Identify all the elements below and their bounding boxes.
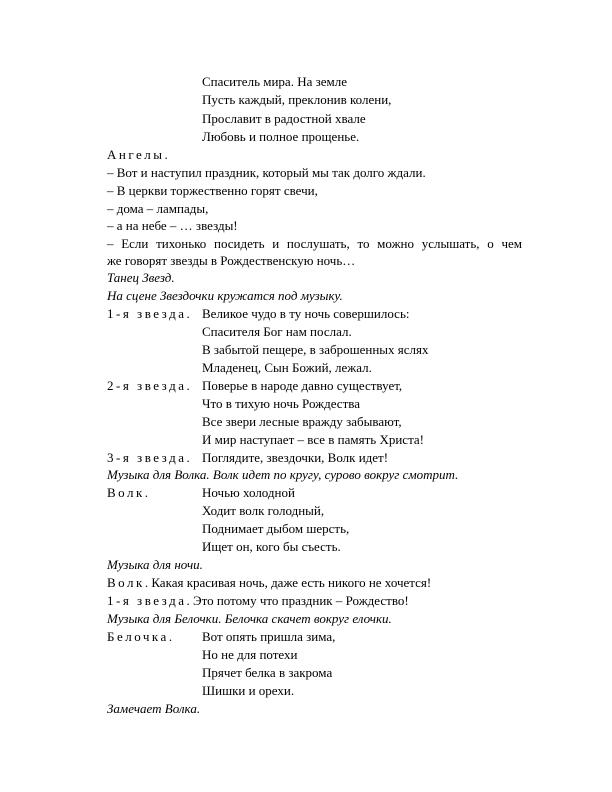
squirrel-line: Но не для потехи <box>202 647 298 662</box>
speaker-star1: 1-я звезда. <box>107 306 193 321</box>
intro-verse-line: Любовь и полное прощенье. <box>202 129 360 144</box>
wolf-remark-text: . Какая красивая ночь, даже есть никого не хочется! <box>144 575 432 590</box>
angels-paragraph-line1: – Если тихонько посидеть и послушать, то можно услышать, о чем <box>107 236 522 251</box>
speaker-star1: 1-я звезда <box>107 593 187 608</box>
stage-direction-wolf-music: Музыка для Волка. Волк идет по кругу, сурово вокруг смотрит. <box>107 467 459 482</box>
angels-line: – дома – лампады, <box>107 201 209 216</box>
squirrel-line: Прячет белка в закрома <box>202 665 333 680</box>
squirrel-line: Вот опять пришла зима, <box>202 629 336 644</box>
wolf-remark <box>107 574 431 591</box>
stage-direction-dance: Танец Звезд. <box>107 270 175 285</box>
star1-remark <box>107 592 409 609</box>
star1-line: В забытой пещере, в заброшенных яслях <box>202 342 429 357</box>
stage-direction-notices-wolf: Замечает Волка. <box>107 701 201 716</box>
star1-remark-text: . Это потому что праздник – Рождество! <box>186 593 409 608</box>
angels-line: – Вот и наступил праздник, который мы так долго ждали. <box>107 165 426 180</box>
star1-line: Великое чудо в ту ночь совершилось: <box>202 306 410 321</box>
speaker-wolf: Волк <box>107 575 145 590</box>
squirrel-line: Шишки и орехи. <box>202 683 295 698</box>
intro-verse-line: Пусть каждый, преклонив колени, <box>202 92 392 107</box>
angels-paragraph-line2: же говорят звезды в Рождественскую ночь… <box>107 253 356 268</box>
speaker-squirrel: Белочка. <box>107 629 175 644</box>
star2-line: Поверье в народе давно существует, <box>202 378 403 393</box>
stage-direction-squirrel-music: Музыка для Белочки. Белочка скачет вокруг елочки. <box>107 611 392 626</box>
intro-verse-line: Спаситель мира. На земле <box>202 74 347 89</box>
angels-line: – а на небе – … звезды! <box>107 218 238 233</box>
angels-line: – В церкви торжественно горят свечи, <box>107 183 318 198</box>
star1-line: Спасителя Бог нам послал. <box>202 324 352 339</box>
star1-line: Младенец, Сын Божий, лежал. <box>202 360 372 375</box>
star3-line: Поглядите, звездочки, Волк идет! <box>202 450 389 465</box>
wolf-line: Ищет он, кого бы съесть. <box>202 539 341 554</box>
speaker-angels: Ангелы. <box>107 147 171 162</box>
star2-line: Что в тихую ночь Рождества <box>202 396 360 411</box>
wolf-line: Ходит волк голодный, <box>202 503 325 518</box>
intro-verse-line: Прославит в радостной хвале <box>202 111 366 126</box>
speaker-star3: 3-я звезда. <box>107 450 193 465</box>
speaker-star2: 2-я звезда. <box>107 378 193 393</box>
stage-direction-stars: На сцене Звездочки кружатся под музыку. <box>107 288 343 303</box>
star2-line: Все звери лесные вражду забывают, <box>202 414 402 429</box>
speaker-wolf: Волк. <box>107 485 151 500</box>
stage-direction-night-music: Музыка для ночи. <box>107 557 203 572</box>
wolf-line: Поднимает дыбом шерсть, <box>202 521 350 536</box>
star2-line: И мир наступает – все в память Христа! <box>202 432 425 447</box>
wolf-line: Ночью холодной <box>202 485 295 500</box>
